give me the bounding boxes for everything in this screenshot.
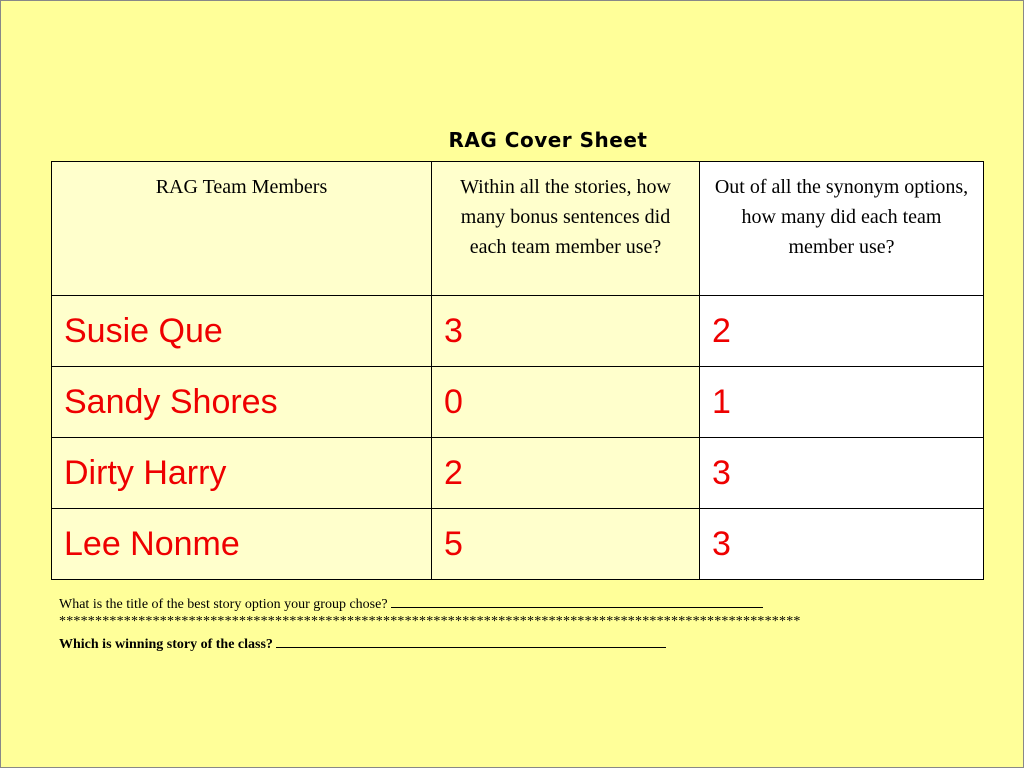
synonym-count: 3 [700,509,984,580]
table-row [52,438,984,509]
winning-story-question [59,635,666,653]
bonus-count: 2 [432,438,700,509]
page-title: RAG Cover Sheet [448,128,648,152]
header-bonus-sentences: Within all the stories, how many bonus sentences did each team member use? [432,162,700,296]
table-row [52,509,984,580]
table-row [52,367,984,438]
separator-line: ******************************************************************************************************* [59,614,801,629]
header-synonym-options: Out of all the synonym options, how many did each team member use? [700,162,984,296]
bonus-count: 5 [432,509,700,580]
synonym-count: 2 [700,296,984,367]
table-header-row [52,162,984,296]
bonus-count: 3 [432,296,700,367]
synonym-count: 3 [700,438,984,509]
best-story-answer-line[interactable] [391,595,763,608]
member-name: Sandy Shores [52,367,432,438]
member-name: Lee Nonme [52,509,432,580]
bonus-count: 0 [432,367,700,438]
winning-story-answer-line[interactable] [276,635,666,648]
best-story-question [59,595,763,613]
table-row [52,296,984,367]
best-story-label: What is the title of the best story option your group chose? [59,597,388,612]
winning-story-label: Which is winning story of the class? [59,637,273,652]
member-name: Dirty Harry [52,438,432,509]
header-team-members: RAG Team Members [52,162,432,296]
rag-table [51,161,984,580]
synonym-count: 1 [700,367,984,438]
member-name: Susie Que [52,296,432,367]
